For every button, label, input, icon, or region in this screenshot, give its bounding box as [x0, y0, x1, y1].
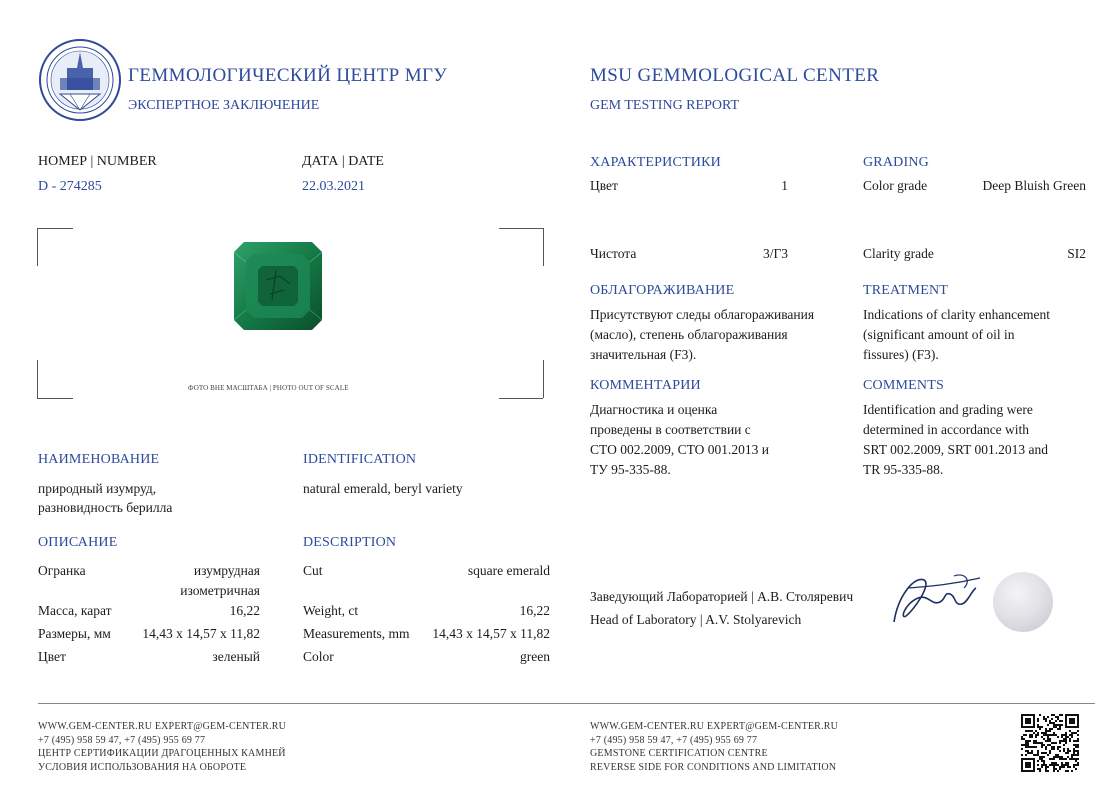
footer-right: [590, 720, 838, 774]
desc-label-cut-ru: Огранка: [38, 563, 86, 578]
footer-left-contacts: WWW.GEM-CENTER.RU EXPERT@GEM-CENTER.RU: [38, 721, 287, 732]
date-label: ДАТА | DATE: [302, 154, 384, 169]
signature-icon: [884, 566, 984, 632]
desc-value-cut-ru: изумрудная: [193, 563, 260, 578]
hologram-seal-icon: [991, 570, 1055, 634]
treatment-heading-en: TREATMENT: [863, 283, 949, 298]
grading-heading-en: GRADING: [863, 155, 929, 170]
identification-text-en: natural emerald, beryl variety: [303, 481, 463, 496]
treatment-line-ru-1: Присутствуют следы облагораживания: [590, 307, 815, 322]
number-value: D - 274285: [38, 179, 102, 194]
footer-left: [38, 720, 286, 774]
clarity-value-en: SI2: [1067, 246, 1086, 261]
identification-heading-ru: НАИМЕНОВАНИЕ: [38, 452, 160, 467]
qr-code-icon[interactable]: [1021, 714, 1079, 772]
desc-value-cut-ru-2: изометричная: [180, 583, 260, 598]
footer-right-centre: GEMSTONE CERTIFICATION CENTRE: [590, 748, 768, 759]
treatment-line-ru-3: значительная (F3).: [590, 347, 697, 362]
comments-line-en-3: SRT 002.2009, SRT 001.2013 and: [863, 442, 1049, 457]
desc-value-measure-en: 14,43 x 14,57 x 11,82: [432, 626, 550, 641]
clarity-label-en: Clarity grade: [863, 246, 934, 261]
identification-text-ru-2: разновидность берилла: [38, 500, 173, 515]
comments-line-en-2: determined in accordance with: [863, 422, 1030, 437]
clarity-value-ru: 3/Г3: [762, 246, 788, 261]
desc-value-weight-en: 16,22: [519, 603, 550, 618]
footer-left-phones: +7 (495) 958 59 47, +7 (495) 955 69 77: [38, 734, 206, 746]
comments-line-en-1: Identification and grading were: [863, 402, 1033, 417]
identification-text-ru-1: природный изумруд,: [38, 481, 157, 496]
description-heading-en: DESCRIPTION: [303, 535, 397, 550]
desc-label-weight-ru: Масса, карат: [38, 603, 112, 618]
comments-line-ru-4: ТУ 95-335-88.: [590, 462, 671, 477]
desc-value-measure-ru: 14,43 x 14,57 x 11,82: [142, 626, 260, 641]
comments-line-ru-1: Диагностика и оценка: [590, 402, 718, 417]
desc-label-cut-en: Cut: [303, 563, 323, 578]
date-value: 22.03.2021: [302, 179, 365, 194]
footer-right-phones: +7 (495) 958 59 47, +7 (495) 955 69 77: [590, 734, 758, 746]
desc-label-weight-en: Weight, ct: [303, 603, 359, 618]
title-en: MSU GEMMOLOGICAL CENTER: [590, 65, 880, 86]
color-label-en: Color grade: [863, 178, 928, 193]
footer-left-centre: ЦЕНТР СЕРТИФИКАЦИИ ДРАГОЦЕННЫХ КАМНЕЙ: [38, 748, 286, 759]
clarity-label-ru: Чистота: [590, 246, 637, 261]
treatment-line-en-2: (significant amount of oil in: [863, 327, 1015, 342]
signature-line-en: Head of Laboratory | A.V. Stolyarevich: [590, 612, 802, 627]
comments-line-ru-3: СТО 002.2009, СТО 001.2013 и: [590, 442, 769, 457]
color-value-ru: 1: [781, 178, 788, 193]
characteristics-heading-ru: ХАРАКТЕРИСТИКИ: [590, 155, 721, 170]
description-heading-ru: ОПИСАНИЕ: [38, 535, 118, 550]
footer-divider: [38, 703, 1095, 704]
color-label-ru: Цвет: [590, 178, 618, 193]
desc-label-measure-ru: Размеры, мм: [38, 626, 111, 641]
subtitle-ru: ЭКСПЕРТНОЕ ЗАКЛЮЧЕНИЕ: [128, 98, 320, 113]
subtitle-en: GEM TESTING REPORT: [590, 98, 740, 113]
comments-heading-en: COMMENTS: [863, 378, 944, 393]
emerald-stone-icon: [232, 240, 324, 332]
msu-logo-icon: [38, 38, 122, 122]
color-value-en: Deep Bluish Green: [982, 178, 1086, 193]
desc-value-cut-en: square emerald: [467, 563, 550, 578]
desc-label-measure-en: Measurements, mm: [303, 626, 410, 641]
signature-line-ru: Заведующий Лабораторией | А.В. Столяревич: [590, 589, 854, 604]
comments-heading-ru: КОММЕНТАРИИ: [590, 378, 701, 393]
desc-value-weight-ru: 16,22: [229, 603, 260, 618]
footer-left-conditions: УСЛОВИЯ ИСПОЛЬЗОВАНИЯ НА ОБОРОТЕ: [38, 761, 247, 773]
desc-value-color-en: green: [520, 649, 550, 664]
treatment-line-en-1: Indications of clarity enhancement: [863, 307, 1051, 322]
desc-label-color-en: Color: [303, 649, 334, 664]
desc-label-color-ru: Цвет: [38, 649, 66, 664]
number-label: НОМЕР | NUMBER: [38, 154, 157, 169]
comments-line-en-4: TR 95-335-88.: [863, 462, 944, 477]
treatment-heading-ru: ОБЛАГОРАЖИВАНИЕ: [590, 283, 735, 298]
desc-value-color-ru: зеленый: [212, 649, 260, 664]
treatment-line-en-3: fissures) (F3).: [863, 347, 939, 362]
identification-heading-en: IDENTIFICATION: [303, 452, 417, 467]
title-ru: ГЕММОЛОГИЧЕСКИЙ ЦЕНТР МГУ: [128, 65, 448, 86]
footer-right-conditions: REVERSE SIDE FOR CONDITIONS AND LIMITATION: [590, 761, 837, 773]
footer-right-contacts: WWW.GEM-CENTER.RU EXPERT@GEM-CENTER.RU: [590, 721, 839, 732]
comments-line-ru-2: проведены в соответствии с: [590, 422, 751, 437]
treatment-line-ru-2: (масло), степень облагораживания: [590, 327, 788, 342]
photo-caption: ФОТО ВНЕ МАСШТАБА | PHOTO OUT OF SCALE: [188, 384, 349, 392]
